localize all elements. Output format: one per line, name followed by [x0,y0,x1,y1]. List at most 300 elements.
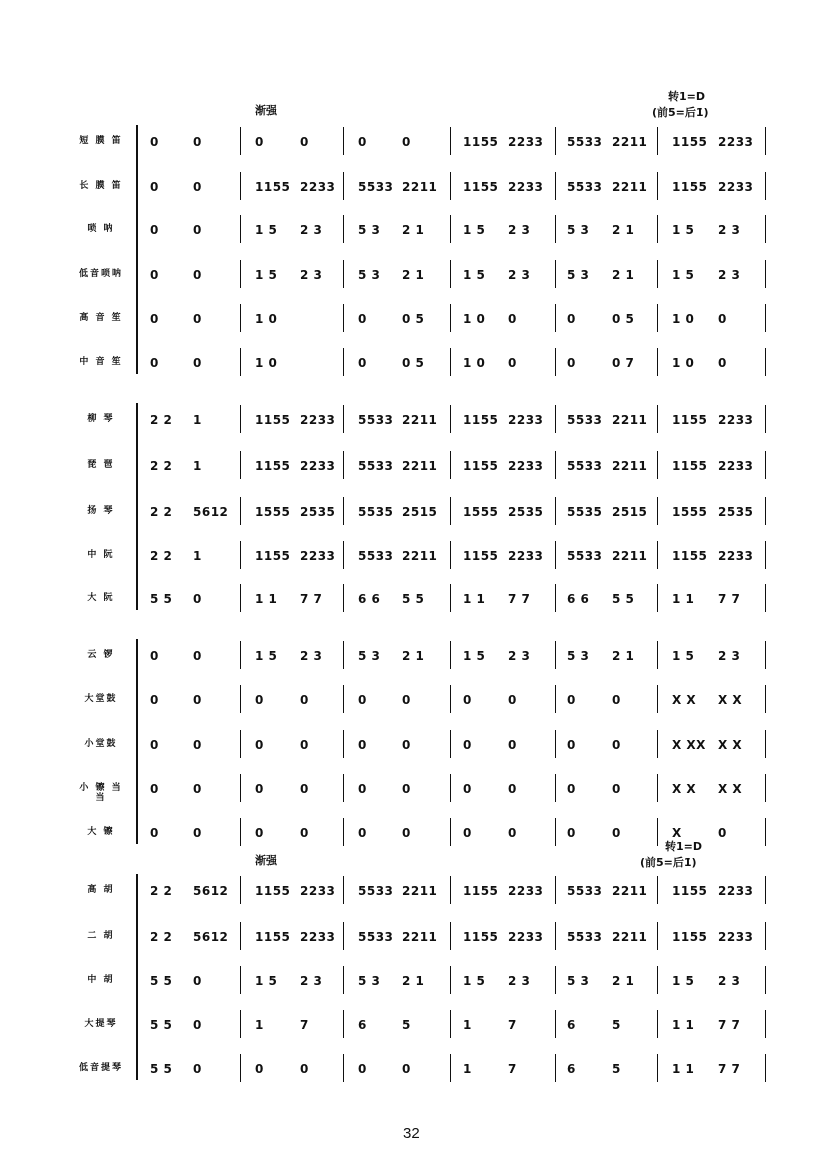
note-cell: 2 1 [402,223,425,237]
note-cell: 1155 [672,180,708,194]
barline [343,966,344,994]
note-cell: 1 [193,413,202,427]
barline [343,497,344,525]
note-cell: 7 [508,1018,517,1032]
note-cell: 0 [150,312,159,326]
note-cell: 0 [508,738,517,752]
note-cell: 2535 [300,505,336,519]
note-cell: 1 5 [672,974,695,988]
barline [555,1054,556,1082]
barline [765,451,766,479]
note-cell: 2233 [300,884,336,898]
instrument-name: 大堂鼓 [84,694,118,704]
barline [240,584,241,612]
note-cell: 1 1 [672,1062,695,1076]
note-cell: 1155 [463,413,499,427]
note-cell: 5 5 [150,974,173,988]
note-cell: 1 5 [463,649,486,663]
page-number: 32 [403,1125,420,1142]
barline [657,685,658,713]
note-cell: 5 [402,1018,411,1032]
note-cell: 0 [300,693,309,707]
note-cell: 2 3 [300,974,323,988]
note-cell: 2211 [612,930,648,944]
barline [765,584,766,612]
note-cell: 1 1 [672,592,695,606]
note-cell: 0 [193,1018,202,1032]
barline [657,641,658,669]
note-cell: X [672,826,682,840]
note-cell: 1155 [672,135,708,149]
note-cell: X XX [672,738,706,752]
note-cell: 2233 [300,549,336,563]
note-cell: 1 [255,1018,264,1032]
barline [343,685,344,713]
note-cell: 5535 [567,505,603,519]
note-cell: 5 5 [150,1018,173,1032]
instrument-name: 长 膜 笛 [79,181,123,191]
note-cell: 1555 [255,505,291,519]
instrument-name: 扬 琴 [87,506,115,516]
barline [343,1010,344,1038]
group-brace [136,639,138,844]
group-brace [136,874,138,1080]
note-cell: 2211 [612,135,648,149]
dynamic-marking-top: 渐强 [255,104,277,117]
barline [657,818,658,846]
note-cell: 2 2 [150,549,173,563]
note-cell: 2211 [402,413,438,427]
note-cell: 5 5 [612,592,635,606]
barline [555,685,556,713]
note-cell: 2211 [612,884,648,898]
note-cell: 5533 [567,180,603,194]
note-cell: 0 [508,356,517,370]
instrument-name: 中 阮 [87,550,115,560]
note-cell: 5535 [358,505,394,519]
note-cell: 2233 [300,459,336,473]
note-cell: 0 [358,738,367,752]
instrument-name: 短 膜 笛 [79,136,123,146]
note-cell: 2 3 [300,223,323,237]
barline [657,1054,658,1082]
note-cell: 0 [402,738,411,752]
barline [450,774,451,802]
note-cell: 1 5 [255,974,278,988]
note-cell: 0 [718,826,727,840]
key-change-bottom-ratio: (前5=后1̇) [640,856,697,869]
note-cell: 1 5 [255,268,278,282]
barline [343,215,344,243]
note-cell: 5533 [567,549,603,563]
instrument-name: 唢 呐 [87,224,115,234]
barline [240,774,241,802]
barline [555,497,556,525]
note-cell: 0 [193,592,202,606]
instrument-name: 云 锣 [87,650,115,660]
note-cell: 2233 [508,413,544,427]
barline [765,730,766,758]
note-cell: 2233 [508,549,544,563]
note-cell: 0 [193,693,202,707]
note-cell: 2233 [508,930,544,944]
note-cell: 1155 [463,549,499,563]
barline [343,922,344,950]
barline [765,1010,766,1038]
note-cell: 2 1 [402,649,425,663]
note-cell: 0 [718,356,727,370]
barline [555,172,556,200]
note-cell: 2535 [718,505,754,519]
note-cell: 5 3 [567,223,590,237]
instrument-name: 高 音 笙 [79,313,123,323]
note-cell: 0 [358,356,367,370]
instrument-name: 二 胡 [87,931,115,941]
note-cell: 2 3 [508,268,531,282]
note-cell: 0 [358,782,367,796]
note-cell: 0 [300,1062,309,1076]
note-cell: 7 [300,1018,309,1032]
note-cell: 0 [612,782,621,796]
barline [450,348,451,376]
note-cell: 0 [150,693,159,707]
note-cell: 1155 [672,459,708,473]
barline [343,127,344,155]
barline [765,922,766,950]
note-cell: 2 1 [612,223,635,237]
note-cell: 2211 [612,180,648,194]
note-cell: 0 [193,826,202,840]
barline [450,127,451,155]
key-change-top-ratio: (前5=后1̇) [652,106,709,119]
note-cell: 0 5 [402,356,425,370]
barline [343,304,344,332]
barline [657,966,658,994]
barline [450,966,451,994]
barline [450,451,451,479]
note-cell: 5 3 [358,223,381,237]
barline [555,541,556,569]
barline [657,497,658,525]
note-cell: 5533 [567,884,603,898]
barline [657,451,658,479]
note-cell: 0 [150,826,159,840]
note-cell: 7 7 [300,592,323,606]
note-cell: 2233 [718,549,754,563]
note-cell: 0 [402,1062,411,1076]
note-cell: 0 [358,135,367,149]
note-cell: 5533 [358,413,394,427]
note-cell: 0 [402,135,411,149]
note-cell: 1 5 [255,649,278,663]
barline [657,172,658,200]
note-cell: 2233 [718,930,754,944]
barline [765,304,766,332]
note-cell: 0 [300,826,309,840]
barline [555,405,556,433]
note-cell: 6 [358,1018,367,1032]
note-cell: 2535 [508,505,544,519]
note-cell: 2 2 [150,884,173,898]
note-cell: 1155 [672,930,708,944]
note-cell: 0 [718,312,727,326]
note-cell: 5533 [358,459,394,473]
note-cell: 5 3 [567,649,590,663]
barline [657,260,658,288]
note-cell: 1555 [672,505,708,519]
barline [240,127,241,155]
note-cell: 2515 [612,505,648,519]
note-cell: 0 [567,693,576,707]
barline [555,451,556,479]
instrument-name: 小堂鼓 [84,739,118,749]
note-cell: 0 [463,738,472,752]
note-cell: 6 6 [567,592,590,606]
barline [450,1010,451,1038]
note-cell: 0 [567,826,576,840]
note-cell: 7 7 [718,592,741,606]
note-cell: 0 [508,693,517,707]
note-cell: 0 [193,223,202,237]
barline [240,451,241,479]
note-cell: 0 [193,135,202,149]
note-cell: 2 3 [300,649,323,663]
instrument-name: 低音提琴 [78,1063,123,1073]
barline [765,774,766,802]
barline [240,876,241,904]
note-cell: 0 [508,826,517,840]
note-cell: 0 [463,693,472,707]
note-cell: X X [672,782,697,796]
dynamic-marking-bottom: 渐强 [255,854,277,867]
note-cell: 2 3 [718,223,741,237]
note-cell: 0 5 [402,312,425,326]
note-cell: 2233 [718,413,754,427]
barline [555,641,556,669]
note-cell: 1155 [672,549,708,563]
note-cell: 2 2 [150,930,173,944]
barline [343,1054,344,1082]
barline [240,818,241,846]
barline [450,641,451,669]
barline [657,774,658,802]
barline [450,304,451,332]
note-cell: 2211 [612,459,648,473]
note-cell: 1155 [463,180,499,194]
instrument-name: 大 阮 [87,593,115,603]
barline [657,730,658,758]
barline [343,584,344,612]
note-cell: 1 1 [255,592,278,606]
note-cell: 0 [255,135,264,149]
note-cell: 1155 [463,459,499,473]
barline [555,818,556,846]
barline [765,127,766,155]
barline [450,541,451,569]
note-cell: 0 [255,782,264,796]
note-cell: 0 [402,782,411,796]
note-cell: 2233 [508,135,544,149]
note-cell: 1 0 [463,356,486,370]
note-cell: 5 5 [150,592,173,606]
note-cell: 0 [358,312,367,326]
note-cell: X X [718,738,743,752]
note-cell: 1155 [672,413,708,427]
note-cell: 0 [150,180,159,194]
note-cell: 0 [358,1062,367,1076]
barline [450,584,451,612]
note-cell: 0 [193,1062,202,1076]
note-cell: 1 5 [672,649,695,663]
note-cell: 7 [508,1062,517,1076]
note-cell: X X [672,693,697,707]
note-cell: 0 [463,782,472,796]
note-cell: 5533 [358,180,394,194]
note-cell: 1155 [255,459,291,473]
barline [240,260,241,288]
note-cell: 2233 [718,459,754,473]
note-cell: 2 1 [402,974,425,988]
note-cell: 1155 [255,884,291,898]
barline [240,641,241,669]
note-cell: 0 [150,223,159,237]
barline [240,730,241,758]
barline [450,260,451,288]
instrument-name: 琵 琶 [87,460,115,470]
barline [555,1010,556,1038]
note-cell: 1 0 [255,312,278,326]
barline [240,497,241,525]
note-cell: 1 0 [672,356,695,370]
barline [343,348,344,376]
note-cell: 0 [402,826,411,840]
note-cell: 0 [567,782,576,796]
note-cell: 0 [255,1062,264,1076]
barline [657,922,658,950]
note-cell: 2211 [612,549,648,563]
note-cell: 2233 [508,884,544,898]
note-cell: X X [718,693,743,707]
instrument-name: 高 胡 [87,885,115,895]
barline [657,876,658,904]
note-cell: 0 [508,782,517,796]
note-cell: 0 [300,782,309,796]
note-cell: 2233 [300,930,336,944]
barline [555,966,556,994]
note-cell: 0 [150,268,159,282]
note-cell: 0 [567,356,576,370]
note-cell: 5533 [567,930,603,944]
note-cell: 2 3 [718,268,741,282]
note-cell: 1155 [255,930,291,944]
instrument-name: 中 音 笙 [79,357,123,367]
barline [450,405,451,433]
note-cell: 2211 [402,180,438,194]
note-cell: 2 2 [150,505,173,519]
note-cell: 1 [193,459,202,473]
note-cell: 0 [612,738,621,752]
barline [343,260,344,288]
note-cell: 0 [463,826,472,840]
note-cell: 2 3 [508,223,531,237]
barline [240,348,241,376]
note-cell: 0 [567,312,576,326]
note-cell: 7 7 [718,1062,741,1076]
note-cell: X X [718,782,743,796]
barline [555,215,556,243]
barline [555,922,556,950]
note-cell: 1 0 [672,312,695,326]
note-cell: 1 [193,549,202,563]
note-cell: 2211 [402,549,438,563]
barline [555,127,556,155]
barline [657,584,658,612]
note-cell: 2233 [300,180,336,194]
barline [450,1054,451,1082]
note-cell: 0 [255,693,264,707]
barline [450,685,451,713]
note-cell: 2 3 [718,649,741,663]
note-cell: 1 5 [672,223,695,237]
note-cell: 0 [150,135,159,149]
note-cell: 0 [150,649,159,663]
barline [450,876,451,904]
note-cell: 2515 [402,505,438,519]
instrument-name: 中 胡 [87,975,115,985]
barline [343,541,344,569]
instrument-name: 小 镲 当 当 [79,783,123,803]
key-change-bottom: 转1=D [665,840,703,853]
barline [240,922,241,950]
key-change-top: 转1=D [668,90,706,103]
note-cell: 5 5 [402,592,425,606]
note-cell: 2211 [402,459,438,473]
note-cell: 1 5 [255,223,278,237]
note-cell: 7 7 [718,1018,741,1032]
note-cell: 0 [193,268,202,282]
barline [765,641,766,669]
note-cell: 2211 [402,884,438,898]
note-cell: 5 3 [358,268,381,282]
note-cell: 0 [150,782,159,796]
note-cell: 1 0 [255,356,278,370]
barline [240,966,241,994]
barline [765,541,766,569]
barline [343,405,344,433]
barline [555,304,556,332]
note-cell: 5533 [358,549,394,563]
note-cell: 1 [463,1062,472,1076]
barline [555,348,556,376]
barline [450,818,451,846]
barline [765,685,766,713]
note-cell: 2233 [300,413,336,427]
note-cell: 2211 [612,413,648,427]
note-cell: 2 1 [402,268,425,282]
note-cell: 2 1 [612,649,635,663]
group-brace [136,125,138,374]
barline [343,451,344,479]
note-cell: 5 3 [358,974,381,988]
note-cell: 0 [193,312,202,326]
barline [765,966,766,994]
note-cell: 5 3 [567,268,590,282]
note-cell: 6 [567,1062,576,1076]
note-cell: 0 [193,180,202,194]
barline [240,1054,241,1082]
note-cell: 0 [193,649,202,663]
note-cell: 6 [567,1018,576,1032]
